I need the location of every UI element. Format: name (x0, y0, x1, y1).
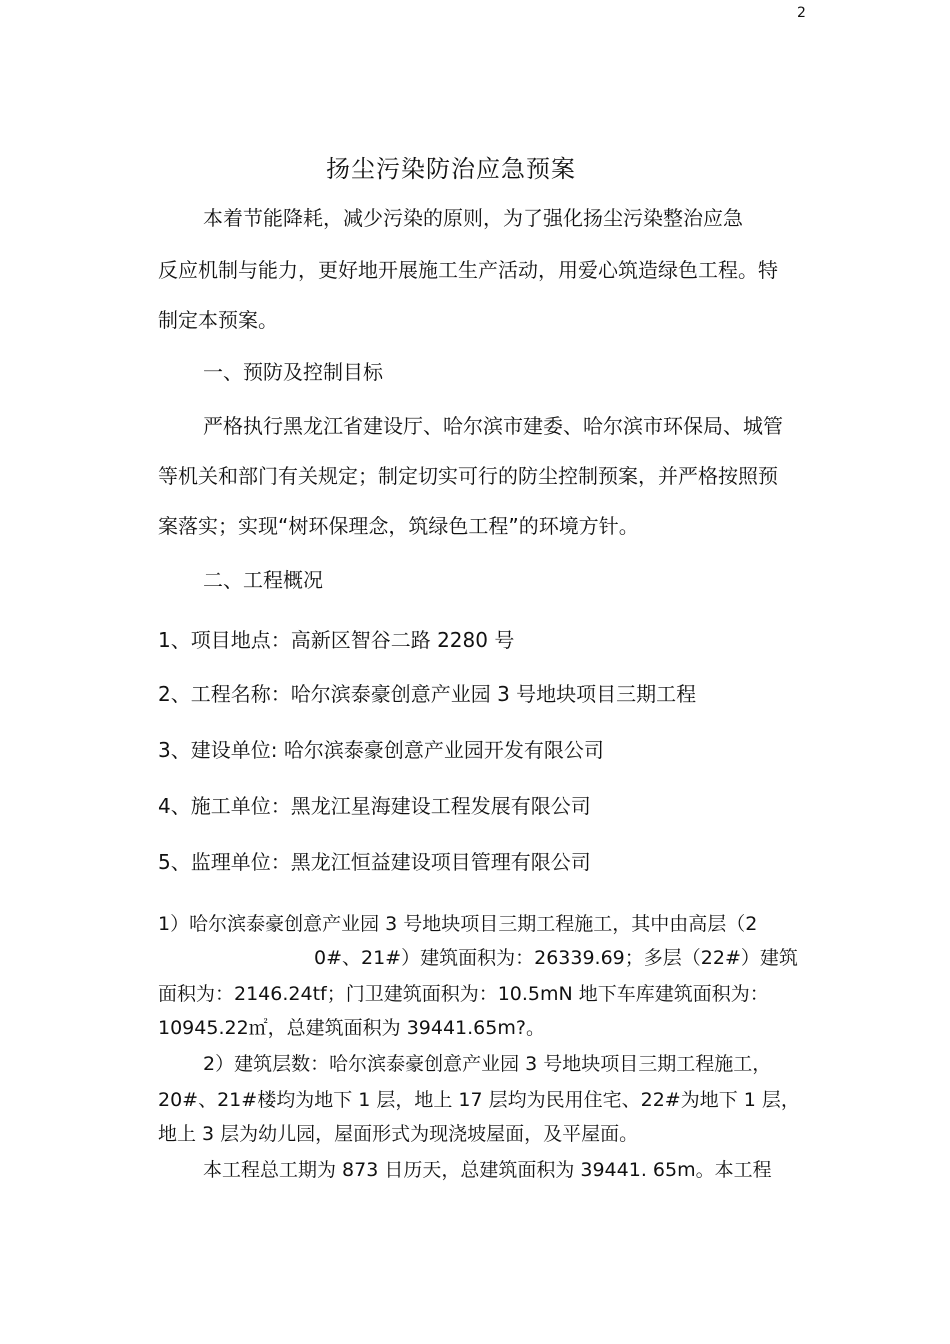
detail-line-8: 本工程总工期为 873 日历天，总建筑面积为 39441. 65m。本工程 (203, 1159, 772, 1181)
intro-line-2: 反应机制与能力，更好地开展施工生产活动，用爱心筑造绿色工程。特 (158, 258, 778, 282)
detail-line-3: 面积为：2146.24tf；门卫建筑面积为：10.5mN 地下车库建筑面积为： (158, 983, 769, 1005)
section-heading-2: 二、工程概况 (203, 568, 323, 592)
intro-line-1: 本着节能降耗，减少污染的原则，为了强化扬尘污染整治应急 (203, 206, 743, 230)
section1-line-1: 严格执行黑龙江省建设厅、哈尔滨市建委、哈尔滨市环保局、城管 (203, 414, 783, 438)
document-title: 扬尘污染防治应急预案 (326, 155, 576, 183)
project-item-name: 2、工程名称：哈尔滨泰豪创意产业园 3 号地块项目三期工程 (158, 682, 697, 706)
intro-line-3: 制定本预案。 (158, 308, 278, 332)
project-item-developer: 3、建设单位: 哈尔滨泰豪创意产业园开发有限公司 (158, 738, 604, 762)
project-item-location: 1、项目地点：高新区智谷二路 2280 号 (158, 628, 515, 652)
project-item-supervisor: 5、监理单位：黑龙江恒益建设项目管理有限公司 (158, 850, 591, 874)
detail-line-4: 10945.22㎡，总建筑面积为 39441.65m?。 (158, 1017, 545, 1039)
detail-line-5: 2）建筑层数：哈尔滨泰豪创意产业园 3 号地块项目三期工程施工， (203, 1053, 772, 1075)
section1-line-3: 案落实；实现“树环保理念，筑绿色工程”的环境方针。 (158, 514, 639, 538)
detail-line-2: 0#、21#）建筑面积为：26339.69；多层（22#）建筑 (314, 947, 798, 969)
section-heading-1: 一、预防及控制目标 (203, 360, 383, 384)
detail-line-7: 地上 3 层为幼儿园，屋面形式为现浇坡屋面，及平屋面。 (158, 1123, 639, 1145)
detail-line-1: 1）哈尔滨泰豪创意产业园 3 号地块项目三期工程施工，其中由高层（2 (158, 913, 758, 935)
section1-line-2: 等机关和部门有关规定；制定切实可行的防尘控制预案，并严格按照预 (158, 464, 778, 488)
project-item-contractor: 4、施工单位：黑龙江星海建设工程发展有限公司 (158, 794, 591, 818)
page-number: 2 (797, 5, 806, 21)
detail-line-6: 20#、21#楼均为地下 1 层，地上 17 层均为民用住宅、22#为地下 1 层， (158, 1089, 800, 1111)
